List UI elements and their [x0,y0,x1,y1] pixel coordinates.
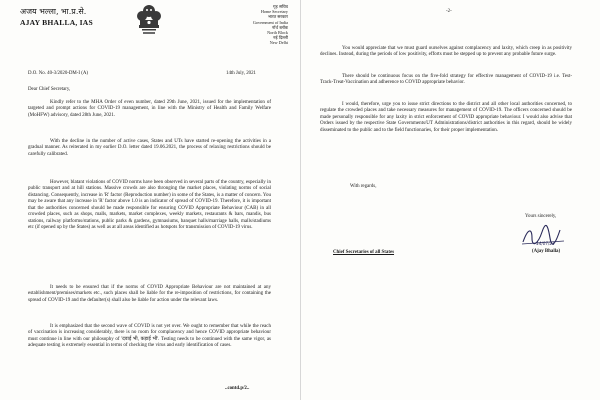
office-hindi-line: नई दिल्ली [273,35,288,41]
paragraph-6: You would appreciate that we must guard ourselves against complacency and laxity, which creep in as positivity declines. Instead, during the periods of low positivity, efforts must be stepped up to prevent any probable future surge. [320,46,572,58]
paragraph-8: I would, therefore, urge you to issue strict directions to the district and all other local authorities concerned, to regulate the crowded places and take necessary measures for management of COVID-19. The officers concerned should be made personally responsible for any laxity in strict enforcement of COVID appropriate behaviour. I would also advise that Orders issued by the respective State Governments/UT Administrations/district authorities in this regard, should be widely disseminated to the public and to the field functionaries, for their proper implementation. [320,102,572,133]
letter-page-2 [300,0,600,400]
paragraph-intro: Kindly refer to the MHA Order of even number, dated 29th June, 2021, issued for the implementation of targeted and prompt actions for COVID-19 management, in line with the Ministry of Health and Family Welfare (MoHFW) advisory, dated 28th June, 2021. [28,100,271,118]
signature-date: 14/07/21 [536,241,555,246]
office-hindi-line: नॉर्थ ब्लॉक [271,24,288,30]
letter-date: 14th July, 2021 [226,71,256,76]
office-line: New Delhi [269,40,288,46]
paragraph-2: With the decline in the number of active cases, States and UTs have started re-opening the activities in a gradual manner. As reiterated in my earlier D.O. letter dated 19.06.2021, the process of relaxing restrictions should be carefully calibrated. [28,139,271,157]
signatory-name: (Ajay Bhalla) [532,249,561,254]
yours-sincerely: Yours sincerely, [525,214,557,219]
reference-number: D.O. No. 40-3/2020-DM-I (A) [28,71,89,76]
state-emblem [136,4,162,43]
paragraph-3: However, blatant violations of COVID norms have been observed in several parts of the country, especially in public transport and at hill stations. Massive crowds are also thronging the market places, violating norms of social distancing. Consequently, increase in 'R' factor (Reproduction number) in some of the States, is a matter of concern. You may be aware that any increase in 'R' factor above 1.0 is an indicator of spread of COVID-19. Therefore, it is important that the authorities concerned should be made responsible for ensuring COVID Appropriate Behaviour (CAB) in all crowded places, such as shops, malls, markets, market complexes, weekly markets, restaurants & bars, mandis, bus stations, railway platforms/stations, public parks & gardens, gymnasiums, banquet halls/marriage halls, malls/stadiums etc (if opened up by the States) as well as at all areas identified as hotspots for transmission of COVID-19 virus. [28,180,271,231]
office-line: North Block [267,30,288,36]
office-hindi-line: गृह सचिव [273,4,288,9]
paragraph-7: There should be continuous focus on the five-fold strategy for effective management of COVID-19 i.e. Test-Track-Treat-Vaccination and adherence to COVID appropriate behavior. [320,74,572,86]
sender-name-hindi: अजय भल्ला, भा.प्र.से. [20,7,87,16]
salutation: Dear Chief Secretary, [28,87,71,92]
addressee: Chief Secretaries of all States [333,250,395,255]
paragraph-5: It is emphasized that the second wave of COVID is not yet over. We ought to remember that while the reach of vaccination is increasing considerably, there is no room for complacency and hence COVID appropriate behaviour must continue in line with our philosophy of 'दवाई भी, कड़ाई भी'. Testing needs to be continued with the same vigor, as adequate testing is extremely essential in terms of checking the virus and early identification of cases. [28,324,271,349]
paragraph-4: It needs to be ensured that if the norms of COVID Appropriate Behaviour are not maintained at any establishment/premises/markets etc., such places shall be liable for the re-imposition of restrictions, for containing the spread of COVID-19 and the defaulter(s) shall also be liable for action under the relevant laws. [28,285,271,303]
office-line: Government of India [252,19,288,25]
page-number: -2- [446,9,452,14]
continued-note: ..contd.p/2.. [225,386,250,391]
office-hindi-line: भारत सरकार [267,14,288,20]
office-block [230,4,288,46]
sender-name: AJAY BHALLA, IAS [20,18,93,27]
closing-regards: With regards, [350,184,377,189]
office-line: Home Secretary [260,9,288,15]
